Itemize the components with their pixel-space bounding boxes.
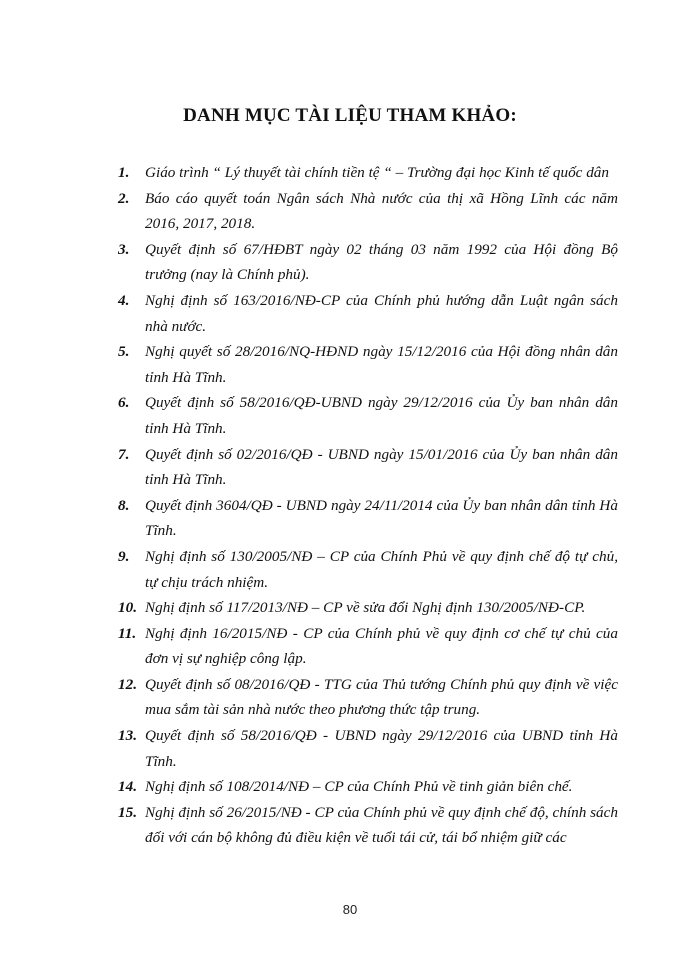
reference-number: 3. <box>118 240 130 258</box>
reference-number: 10. <box>118 599 137 617</box>
reference-number: 14. <box>118 778 137 796</box>
reference-text: Quyết định số 58/2016/QĐ-UBND ngày 29/12/2016 của Ủy ban nhân dân tỉnh Hà Tĩnh. <box>145 394 618 437</box>
reference-number: 7. <box>118 445 130 463</box>
reference-number: 8. <box>118 496 130 514</box>
reference-text: Nghị định số 108/2014/NĐ – CP của Chính Phủ về tinh giản biên chế. <box>145 778 573 796</box>
reference-item <box>118 160 618 186</box>
reference-number: 4. <box>118 291 130 309</box>
reference-item <box>118 621 618 672</box>
reference-text: Quyết định số 67/HĐBT ngày 02 tháng 03 năm 1992 của Hội đồng Bộ trưởng (nay là Chính phủ). <box>145 240 618 284</box>
reference-text: Báo cáo quyết toán Ngân sách Nhà nước của thị xã Hồng Lĩnh các năm 2016, 2017, 2018. <box>145 189 618 233</box>
reference-item <box>118 544 618 595</box>
reference-item <box>118 774 618 800</box>
reference-number: 5. <box>118 343 130 361</box>
reference-text: Nghị định 16/2015/NĐ - CP của Chính phủ về quy định cơ chế tự chủ của đơn vị sự nghiệp công lập. <box>145 624 618 668</box>
reference-number: 1. <box>118 164 130 181</box>
reference-number: 15. <box>118 803 137 821</box>
reference-item <box>118 288 618 339</box>
reference-text: Nghị định số 163/2016/NĐ-CP của Chính phủ hướng dẫn Luật ngân sách nhà nước. <box>145 291 618 335</box>
reference-text: Nghị định số 117/2013/NĐ – CP về sửa đổi Nghị định 130/2005/NĐ-CP. <box>145 599 586 617</box>
reference-text: Giáo trình “ Lý thuyết tài chính tiền tệ “ – Trường đại học Kinh tế quốc dân <box>145 164 609 181</box>
reference-item <box>118 723 618 774</box>
reference-list <box>118 160 618 851</box>
reference-number: 2. <box>118 189 130 207</box>
reference-item <box>118 800 618 851</box>
reference-number: 6. <box>118 394 130 412</box>
reference-item <box>118 442 618 493</box>
reference-number: 9. <box>118 547 130 565</box>
reference-text: Nghị định số 26/2015/NĐ - CP của Chính phủ về quy định chế độ, chính sách đối với cán bộ không đủ điều kiện về tuổi tái cử, tái bổ nhiệm giữ các <box>145 803 618 847</box>
reference-item <box>118 186 618 237</box>
reference-item <box>118 672 618 723</box>
reference-text: Nghị quyết số 28/2016/NQ-HĐND ngày 15/12/2016 của Hội đồng nhân dân tỉnh Hà Tĩnh. <box>145 343 618 386</box>
reference-text: Quyết định số 02/2016/QĐ - UBND ngày 15/01/2016 của Ủy ban nhân dân tỉnh Hà Tĩnh. <box>145 445 618 489</box>
reference-number: 12. <box>118 675 137 693</box>
page-title: DANH MỤC TÀI LIỆU THAM KHẢO: <box>183 105 517 126</box>
reference-text: Quyết định số 08/2016/QĐ - TTG của Thủ tướng Chính phủ quy định về việc mua sắm tài sản nhà nước theo phương thức tập trung. <box>145 675 618 719</box>
reference-text: Nghị định số 130/2005/NĐ – CP của Chính Phủ về quy định chế độ tự chủ, tự chịu trách nhiệm. <box>145 547 618 591</box>
reference-number: 13. <box>118 727 137 745</box>
reference-item <box>118 339 618 390</box>
reference-item <box>118 237 618 288</box>
page-number: 80 <box>342 902 358 917</box>
reference-item <box>118 390 618 441</box>
reference-text: Quyết định 3604/QĐ - UBND ngày 24/11/2014 của Ủy ban nhân dân tỉnh Hà Tĩnh. <box>145 496 618 540</box>
reference-text: Quyết định số 58/2016/QĐ - UBND ngày 29/12/2016 của UBND tỉnh Hà Tĩnh. <box>145 727 618 770</box>
reference-item <box>118 595 618 621</box>
reference-number: 11. <box>118 624 137 642</box>
reference-item <box>118 493 618 544</box>
